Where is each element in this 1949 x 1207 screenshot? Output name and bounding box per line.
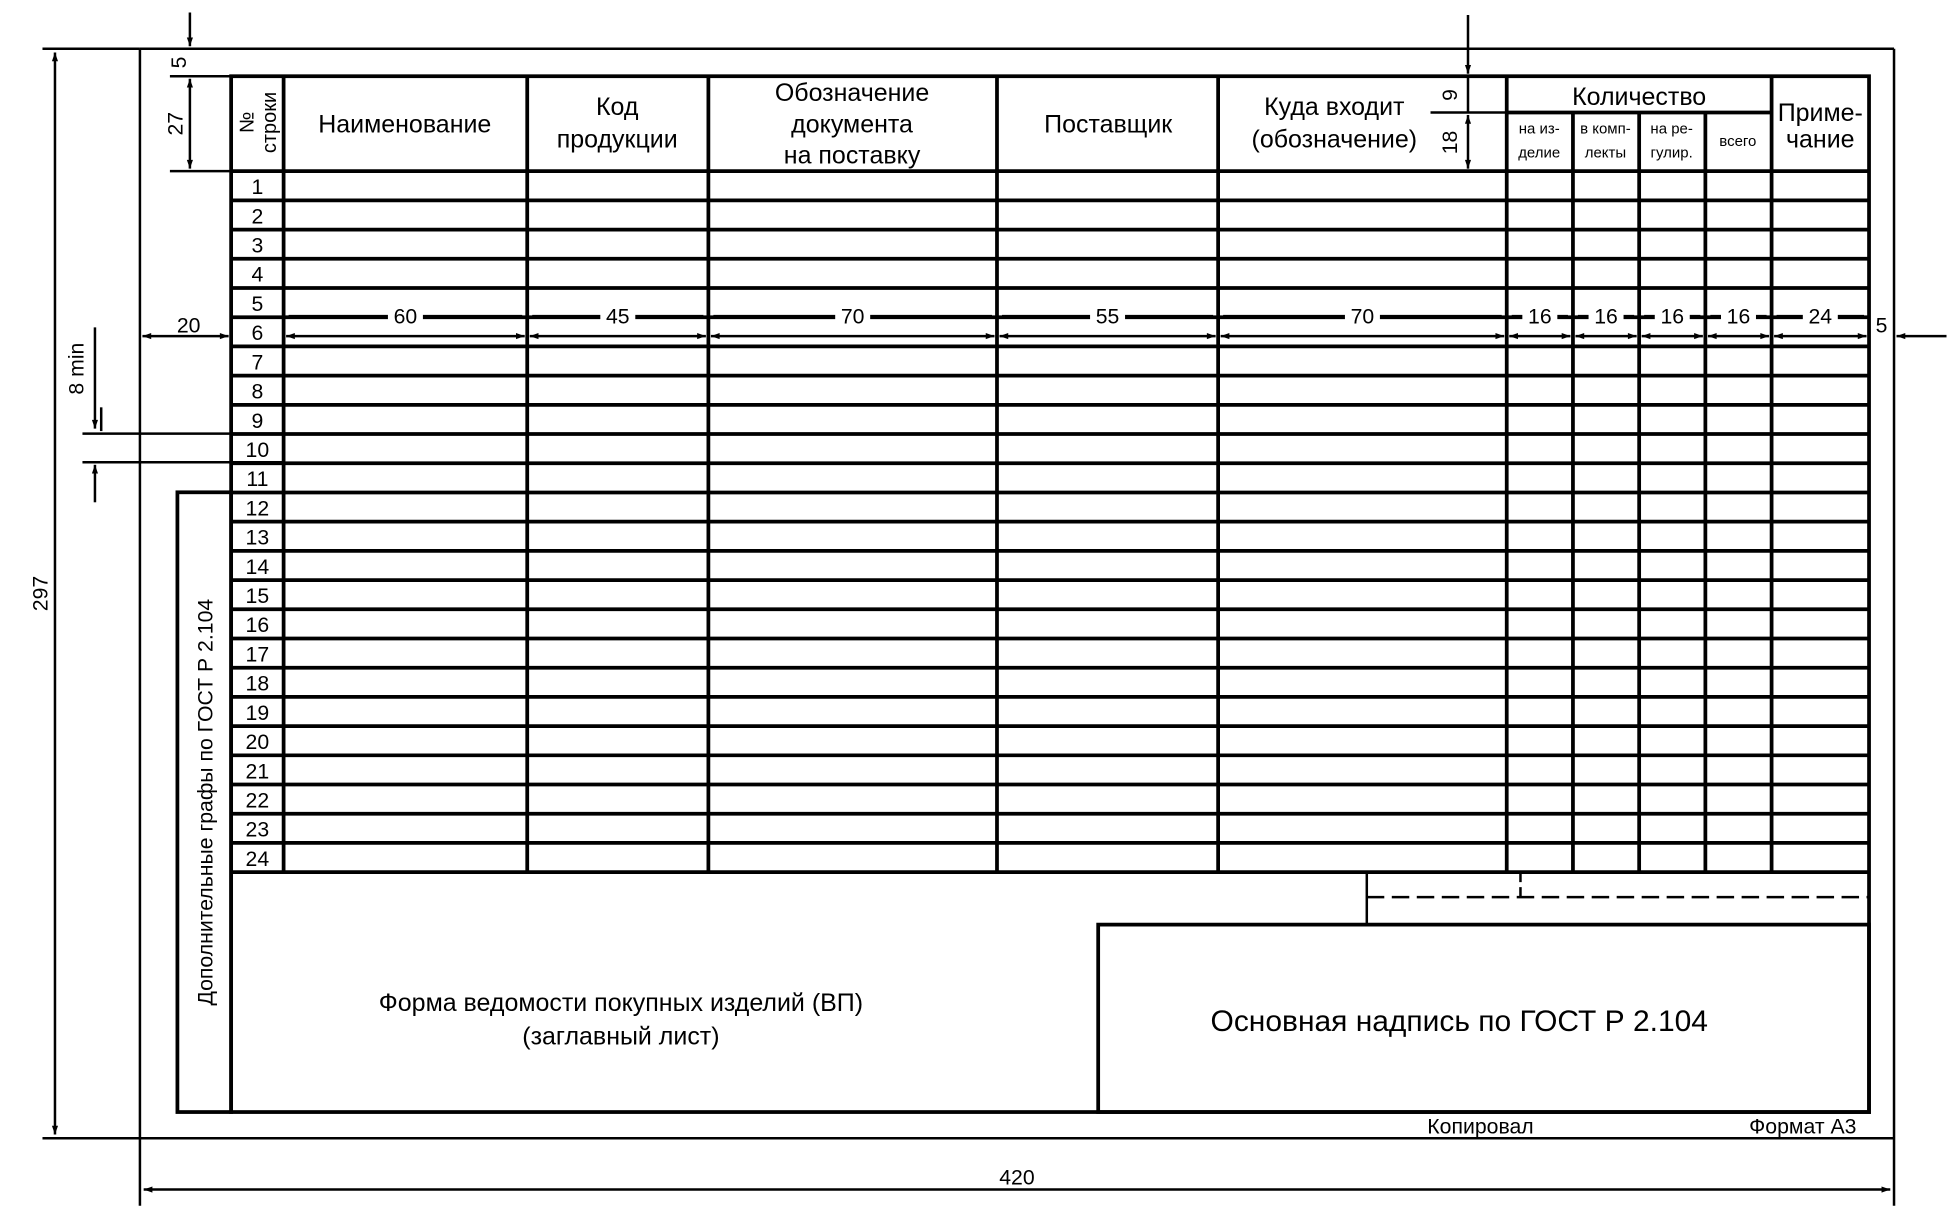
row-number: 6: [251, 321, 264, 346]
form-title-line2: (заглавный лист): [522, 1022, 720, 1051]
row-number: 1: [251, 175, 264, 200]
header-qty-adjust-1: на ре-: [1650, 120, 1693, 138]
header-supply-doc-3: на поставку: [783, 141, 921, 170]
row-number: 15: [245, 584, 270, 609]
header-quantity: Количество: [1572, 82, 1707, 111]
header-supply-doc-1: Обозначение: [774, 79, 930, 108]
column-dimension-label: 16: [1726, 304, 1751, 329]
header-row-number-1: №: [236, 111, 259, 134]
dim-420-label: 420: [999, 1165, 1035, 1190]
row-number: 10: [245, 437, 270, 462]
row-number: 12: [245, 496, 270, 521]
row-number: 20: [245, 730, 270, 755]
column-dimension-label: 45: [605, 304, 630, 329]
row-number: 18: [245, 671, 270, 696]
row-number: 8: [251, 379, 264, 404]
bottom-area: [1098, 872, 1869, 1112]
header-qty-product-1: на из-: [1518, 120, 1560, 138]
row-number: 2: [251, 204, 264, 229]
footer-format: Формат А3: [1749, 1114, 1857, 1139]
dim-8min-label: 8 min: [64, 342, 89, 395]
row-number: 14: [245, 554, 270, 579]
row-number: 21: [245, 759, 270, 784]
header-note-2: чание: [1786, 125, 1855, 154]
header-note-1: Приме-: [1777, 99, 1863, 128]
form-frame: [231, 76, 1869, 1112]
column-dimension-label: 16: [1528, 304, 1552, 329]
header-qty-sets-1: в комп-: [1580, 120, 1631, 138]
row-number: 4: [251, 262, 264, 287]
row-number: 19: [245, 700, 270, 725]
column-dimension-label: 16: [1660, 304, 1685, 329]
header-supply-doc-2: документа: [791, 110, 913, 139]
column-lines: [284, 76, 1772, 872]
dim-9-label: 9: [1437, 89, 1462, 101]
header-row-number-2: строки: [259, 91, 282, 154]
side-extra-box: [177, 492, 231, 1112]
row-number: 5: [251, 291, 264, 316]
header-code-1: Код: [595, 92, 639, 121]
row-number: 9: [251, 408, 264, 433]
column-dimensions: [286, 304, 1866, 336]
header-where-used-1: Куда входит: [1264, 92, 1405, 121]
side-label: Дополнительные графы по ГОСТ Р 2.104: [193, 598, 218, 1006]
dim-18-label: 18: [1437, 130, 1462, 155]
dim-27-label: 27: [163, 111, 188, 136]
row-number: 13: [245, 525, 270, 550]
row-number: 3: [251, 233, 264, 258]
form-title-line1: Форма ведомости покупных изделий (ВП): [378, 988, 864, 1017]
column-dimension-label: 24: [1808, 304, 1833, 329]
column-dimension-label: 16: [1594, 304, 1618, 329]
row-number: 7: [251, 350, 264, 375]
header-qty-sets-2: лекты: [1584, 144, 1627, 162]
column-dimension-label: 70: [1350, 304, 1375, 329]
row-number: 11: [246, 467, 269, 492]
header-qty-product-2: делие: [1518, 144, 1561, 162]
dim-5-top-label: 5: [167, 56, 192, 69]
row-number: 16: [245, 613, 270, 638]
dim-297-label: 297: [28, 575, 53, 612]
table-header: [237, 79, 1863, 169]
row-lines: [231, 171, 1869, 872]
header-code-2: продукции: [556, 125, 678, 154]
row-number: 17: [245, 642, 270, 667]
header-supplier: Поставщик: [1044, 110, 1173, 139]
header-qty-total: всего: [1719, 133, 1757, 151]
header-qty-adjust-2: гулир.: [1650, 144, 1693, 162]
row-number: 24: [245, 846, 270, 871]
column-dimension-label: 60: [393, 304, 418, 329]
row-number: 22: [245, 788, 270, 813]
row-number: 23: [245, 817, 270, 842]
header-name: Наименование: [318, 110, 492, 139]
dimension-297: [28, 52, 54, 1134]
footer-copied: Копировал: [1427, 1114, 1534, 1139]
dimension-420: [144, 1166, 1891, 1190]
dim-20-label: 20: [176, 313, 201, 338]
header-where-used-2: (обозначение): [1251, 125, 1418, 154]
column-dimension-label: 70: [840, 304, 865, 329]
title-block-label: Основная надпись по ГОСТ Р 2.104: [1210, 1004, 1708, 1038]
dimension-top-margin: [170, 12, 231, 171]
column-dimension-label: 55: [1095, 304, 1120, 329]
dim-5-right-label: 5: [1875, 313, 1888, 338]
